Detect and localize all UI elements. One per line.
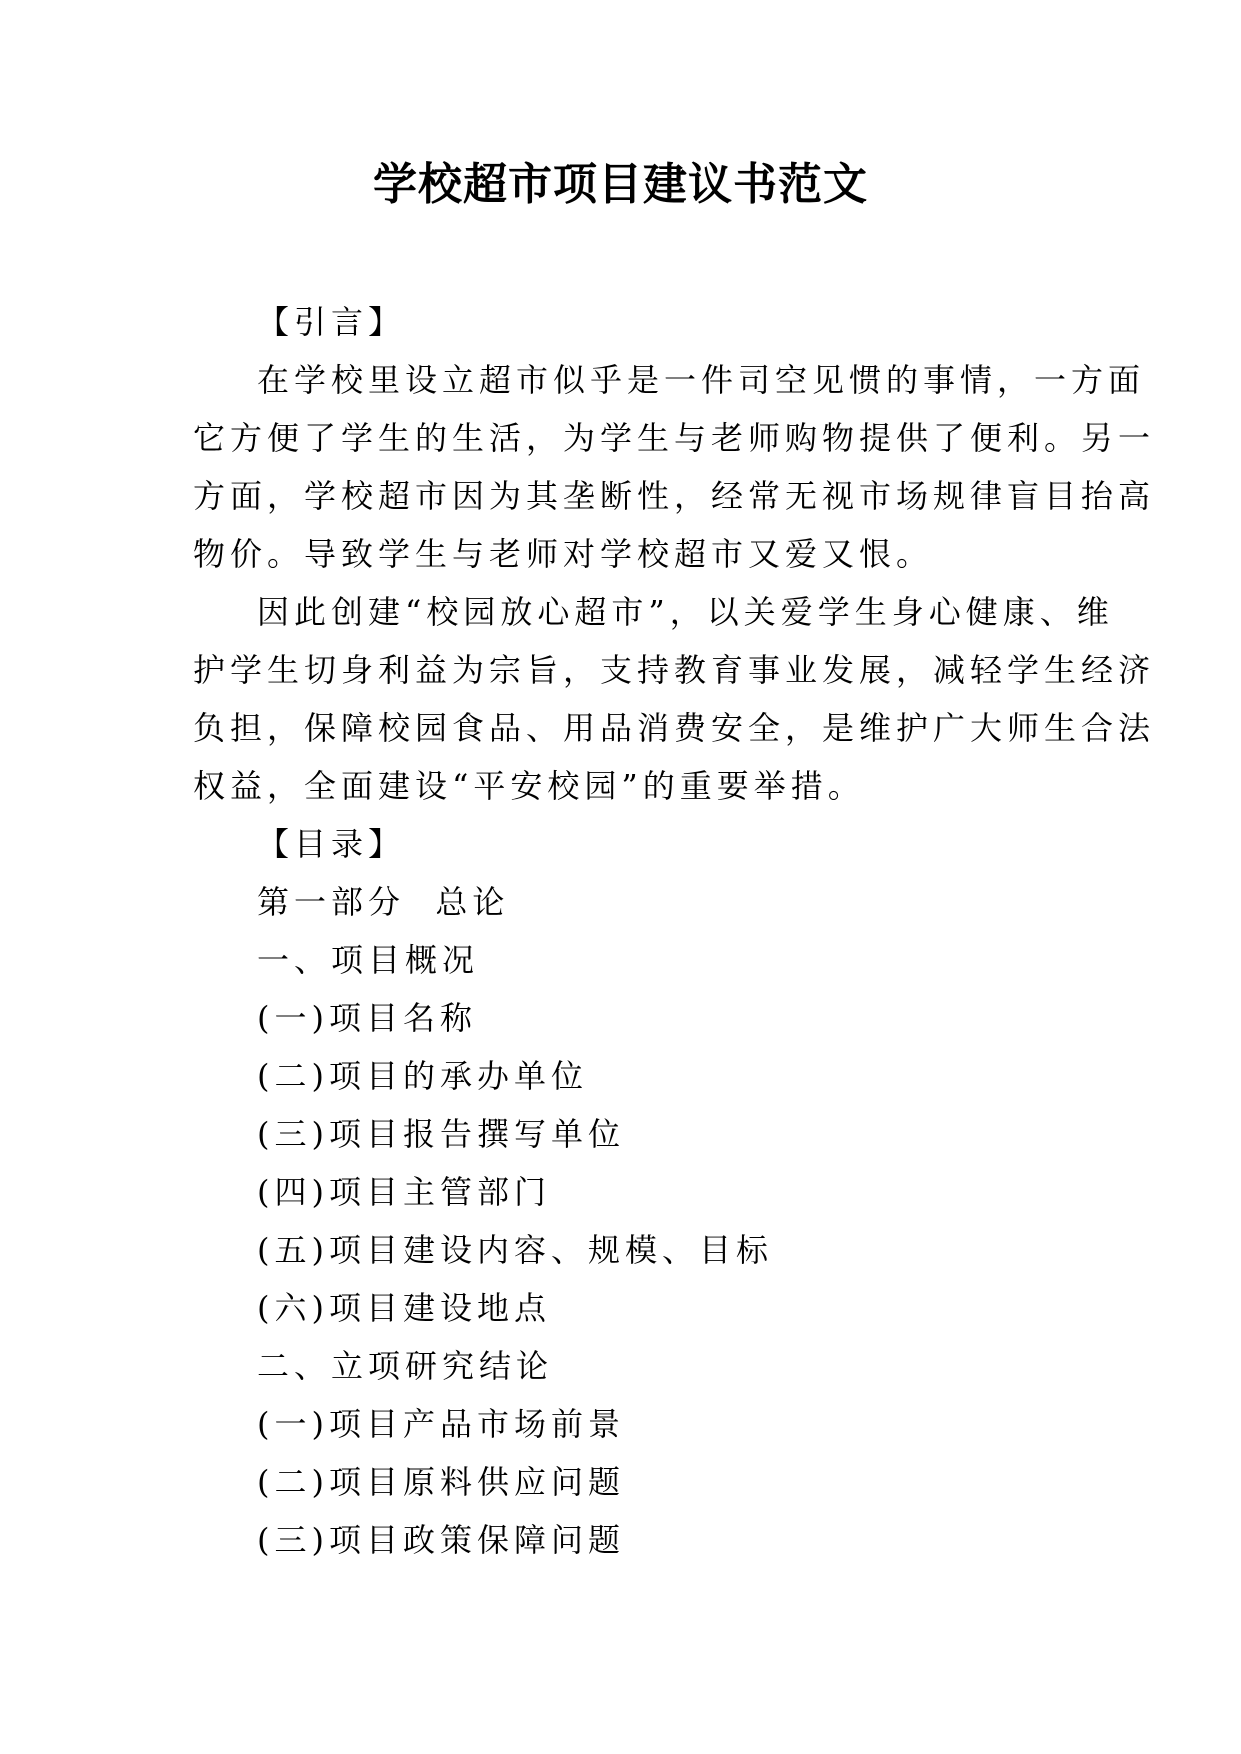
paragraph-line: 方面，学校超市因为其垄断性，经常无视市场规律盲目抬高 <box>193 477 1156 515</box>
toc-heading: 【目录】 <box>257 825 406 863</box>
document-body <box>193 293 1156 1569</box>
toc-item: (五)项目建设内容、规模、目标 <box>257 1231 773 1269</box>
toc-item: 第一部分 总论 <box>257 883 510 921</box>
toc-item: (四)项目主管部门 <box>257 1173 551 1211</box>
toc-item: (二)项目原料供应问题 <box>257 1463 625 1501</box>
intro-paragraph-2 <box>193 583 1156 815</box>
toc-item: (二)项目的承办单位 <box>257 1057 588 1095</box>
toc-item: (一)项目产品市场前景 <box>257 1405 625 1443</box>
paragraph-line: 在学校里设立超市似乎是一件司空见惯的事情，一方面 <box>257 361 1146 399</box>
intro-paragraph-1 <box>193 351 1156 583</box>
paragraph-line: 护学生切身利益为宗旨，支持教育事业发展，减轻学生经济 <box>193 651 1156 689</box>
toc-item: 一、项目概况 <box>257 941 480 979</box>
toc-item: (一)项目名称 <box>257 999 477 1037</box>
paragraph-line: 物价。导致学生与老师对学校超市又爱又恨。 <box>193 535 934 573</box>
paragraph-line: 负担，保障校园食品、用品消费安全，是维护广大师生合法 <box>193 709 1156 747</box>
paragraph-line: 权益，全面建设“平安校园”的重要举措。 <box>193 767 865 805</box>
toc-item: 二、立项研究结论 <box>257 1347 554 1385</box>
intro-heading: 【引言】 <box>257 303 406 341</box>
table-of-contents <box>193 873 1053 1569</box>
paragraph-line: 因此创建“校园放心超市”，以关爱学生身心健康、维 <box>257 593 1114 631</box>
paragraph-line: 它方便了学生的生活，为学生与老师购物提供了便利。另一 <box>193 419 1156 457</box>
toc-item: (三)项目政策保障问题 <box>257 1521 625 1559</box>
toc-item: (六)项目建设地点 <box>257 1289 551 1327</box>
toc-item: (三)项目报告撰写单位 <box>257 1115 625 1153</box>
document-title: 学校超市项目建议书范文 <box>373 159 868 210</box>
